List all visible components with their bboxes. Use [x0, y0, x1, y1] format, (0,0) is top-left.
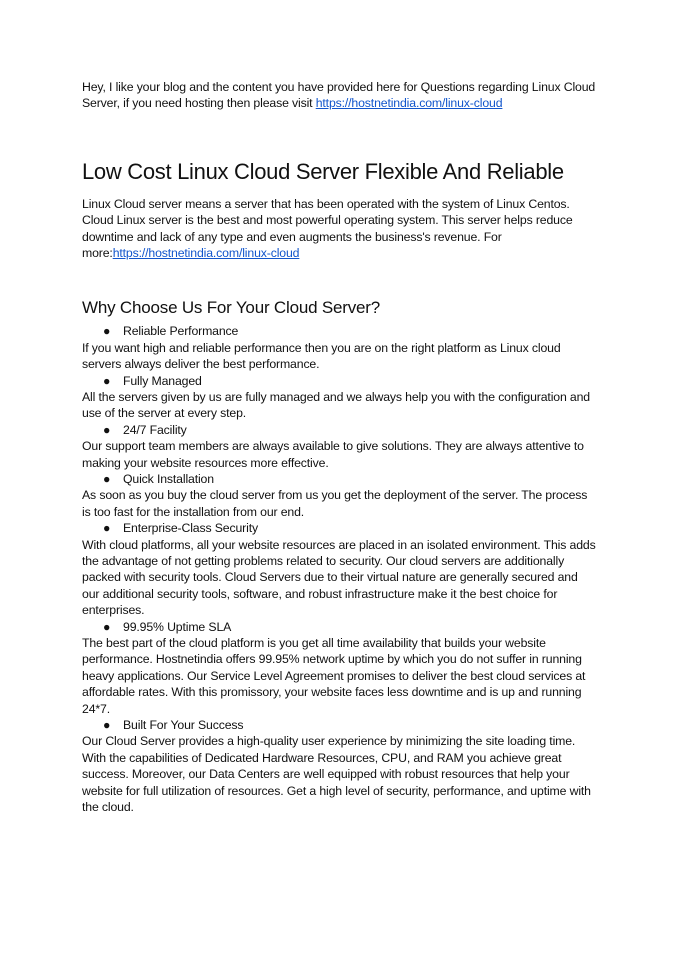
feature-title: Quick Installation: [123, 472, 214, 487]
feature-item: [82, 323, 597, 372]
feature-description: If you want high and reliable performance then you are on the right platform as Linux cloud servers always deliver the best performance.: [82, 340, 561, 372]
intro-text: Hey, I like your blog and the content you have provided here for Questions regarding Linux Cloud Server, if you need hosting then please visit: [82, 80, 596, 111]
feature-bullet-row: [82, 471, 597, 487]
section-heading: Why Choose Us For Your Cloud Server?: [82, 298, 380, 318]
feature-list: [82, 323, 597, 815]
feature-description: With cloud platforms, all your website resources are placed in an isolated environment. This adds the advantage of not getting problems related to security. Our cloud servers are additionally packed with security tools. Cloud Servers due to their virtual nature are generally secured and our additional security tools, software, and robust infrastructure make it the best choice for enterprises.: [82, 537, 596, 618]
feature-title: Enterprise-Class Security: [123, 521, 258, 536]
feature-title: 24/7 Facility: [123, 422, 187, 437]
feature-item: [82, 373, 597, 422]
intro-paragraph: [82, 79, 597, 112]
feature-item: [82, 422, 597, 471]
lead-more-link[interactable]: https://hostnetindia.com/linux-cloud: [112, 246, 300, 261]
feature-title: Reliable Performance: [123, 324, 239, 339]
feature-title: Built For Your Success: [123, 718, 244, 733]
feature-bullet-row: [82, 323, 597, 339]
feature-bullet-row: [82, 717, 597, 733]
feature-bullet-row: [82, 520, 597, 536]
page-title: Low Cost Linux Cloud Server Flexible And Reliable: [82, 158, 564, 184]
feature-item: [82, 619, 597, 717]
feature-description: As soon as you buy the cloud server from us you get the deployment of the server. The process is too fast for the installation from our end.: [82, 488, 588, 519]
bullet-icon: ●: [103, 718, 111, 733]
feature-description: All the servers given by us are fully managed and we always help you with the configuration and use of the server at every step.: [82, 390, 590, 421]
bullet-icon: ●: [103, 619, 111, 634]
bullet-icon: ●: [103, 373, 111, 388]
feature-description: Our support team members are always available to give solutions. They are always attentive to making your website resources more effective.: [82, 439, 584, 470]
bullet-icon: ●: [103, 422, 111, 437]
feature-description: Our Cloud Server provides a high-quality user experience by minimizing the site loading time. With the capabilities of Dedicated Hardware Resources, CPU, and RAM you achieve great success. Moreover, our Data Centers are well equipped with robust resources that help your website for full utilization of resources. Get a high level of security, performance, and uptime with the cloud.: [82, 734, 591, 815]
lead-text: Linux Cloud server means a server that has been operated with the system of Linux Centos. Cloud Linux server is the best and most powerful operating system. This server helps reduce downtime and lack of any type and even augments the business's revenue. For more:: [82, 196, 573, 261]
feature-bullet-row: [82, 619, 597, 635]
feature-item: [82, 717, 597, 815]
feature-bullet-row: [82, 422, 597, 438]
intro-hosting-link[interactable]: https://hostnetindia.com/linux-cloud: [315, 96, 503, 111]
lead-paragraph: [82, 196, 597, 262]
feature-description: The best part of the cloud platform is you get all time availability that builds your website performance. Hostnetindia offers 99.95% network uptime by which you do not suffer in running heavy applications. Our Service Level Agreement promises to deliver the best cloud services at affordable rates. With this promissory, your website faces less downtime and is up and running 24*7.: [82, 636, 586, 716]
feature-title: Fully Managed: [123, 373, 202, 388]
feature-item: [82, 520, 597, 618]
bullet-icon: ●: [103, 324, 111, 339]
bullet-icon: ●: [103, 521, 111, 536]
document-page: [82, 79, 597, 816]
bullet-icon: ●: [103, 472, 111, 487]
feature-bullet-row: [82, 373, 597, 389]
feature-title: 99.95% Uptime SLA: [123, 619, 232, 634]
feature-item: [82, 471, 597, 520]
